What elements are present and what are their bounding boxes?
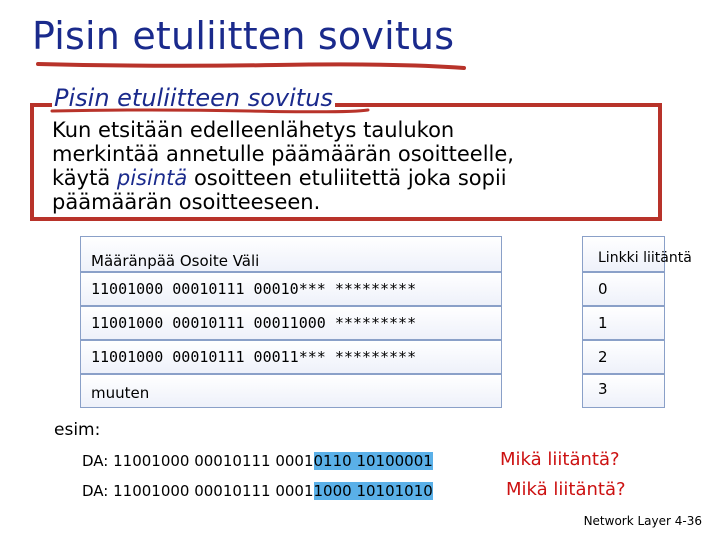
link-value: 3 xyxy=(598,380,608,398)
address-prefix: DA: 11001000 00010111 0001 xyxy=(82,482,314,500)
page-number: 4-36 xyxy=(674,514,702,528)
box-title: Pisin etuliitteen sovitus xyxy=(54,84,333,112)
definition-line-4: päämäärän osoitteeseen. xyxy=(52,190,321,214)
link-cell xyxy=(582,374,665,408)
definition-emphasis: pisintä xyxy=(116,166,188,190)
slide-title: Pisin etuliitten sovitus xyxy=(32,14,455,58)
link-cell xyxy=(582,340,665,374)
link-cell xyxy=(582,272,665,306)
definition-line-1: Kun etsitään edelleenlähetys taulukon xyxy=(52,118,455,142)
slide-footer xyxy=(584,514,702,528)
dest-range: 11001000 00010111 00011*** ********* xyxy=(91,348,417,366)
table-row xyxy=(80,340,665,374)
dest-range: muuten xyxy=(91,384,150,402)
dest-range: 11001000 00010111 00011000 ********* xyxy=(91,314,417,332)
table-row xyxy=(80,272,665,306)
box-title-underline xyxy=(50,105,370,117)
definition-line-3 xyxy=(52,166,652,190)
link-cell xyxy=(582,306,665,340)
table-header-row xyxy=(80,236,692,272)
dest-cell xyxy=(80,272,502,306)
header-link-label: Linkki liitäntä xyxy=(598,250,692,266)
table-row xyxy=(80,374,665,408)
footer-text: Network Layer xyxy=(583,514,671,528)
dest-cell xyxy=(80,374,502,408)
forwarding-table xyxy=(80,236,692,408)
address-highlight: 0110 10100001 xyxy=(313,452,433,470)
title-underline xyxy=(36,58,466,72)
link-value: 0 xyxy=(598,280,608,298)
dest-range: 11001000 00010111 00010*** ********* xyxy=(91,280,417,298)
header-dest-label: Määränpää Osoite Väli xyxy=(91,252,260,270)
example-address-2 xyxy=(82,482,433,500)
header-link-cell xyxy=(582,236,692,272)
table-row xyxy=(80,306,665,340)
definition-line-2: merkintää annetulle päämäärän osoitteelle, xyxy=(52,142,514,166)
question-1: Mikä liitäntä? xyxy=(500,449,620,470)
link-value: 2 xyxy=(598,348,608,366)
definition-text xyxy=(52,118,652,214)
address-highlight: 1000 10101010 xyxy=(313,482,433,500)
example-address-1 xyxy=(82,452,433,470)
address-prefix: DA: 11001000 00010111 0001 xyxy=(82,452,314,470)
link-value: 1 xyxy=(598,314,608,332)
dest-cell xyxy=(80,306,502,340)
header-dest-cell xyxy=(80,236,502,272)
example-label: esim: xyxy=(54,420,101,440)
question-2: Mikä liitäntä? xyxy=(506,479,626,500)
definition-line-3-rest: osoitteen etuliitettä joka sopii xyxy=(193,166,507,190)
definition-line-3-prefix: käytä xyxy=(52,166,111,190)
dest-cell xyxy=(80,340,502,374)
